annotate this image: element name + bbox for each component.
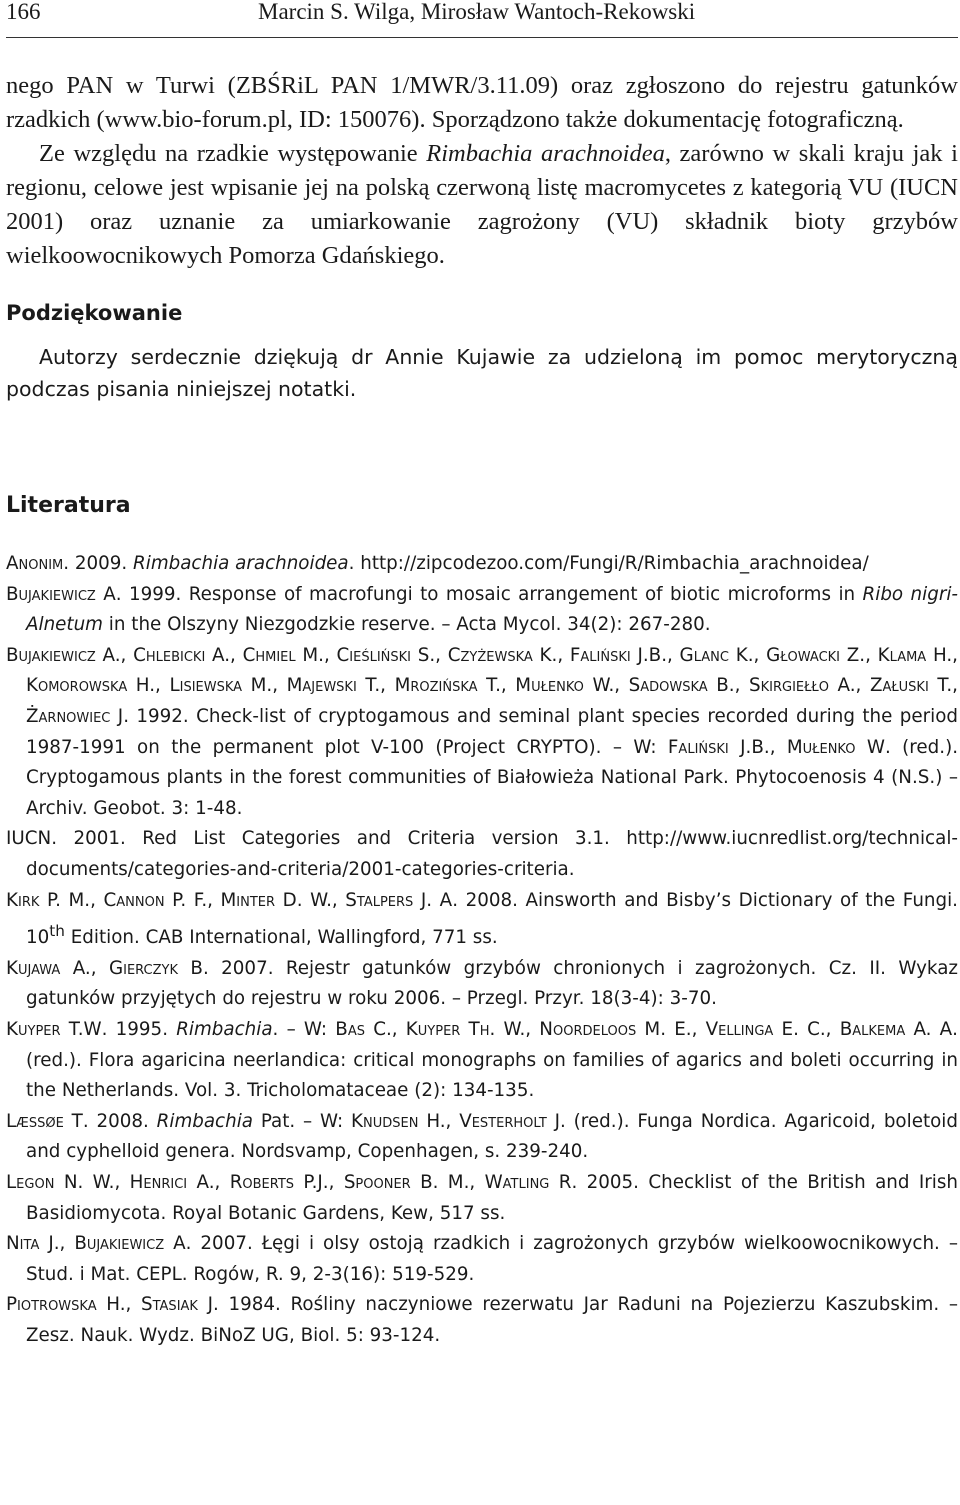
ref-text: . (red.). Flora agaricina neerlandica: critical monographs on families of agarics and boleti occurring in the Netherlands. Vol. 3. Tricholomataceae (2): 134-135. xyxy=(26,1019,958,1102)
ref-text: . – W: xyxy=(272,1019,336,1040)
ref-text: . (red.). Funga Nordica. Agaricoid, boletoid and cyphelloid genera. Nordsvamp, Copenhagen, s. 239-240. xyxy=(26,1110,958,1163)
text-run: , zarówno w skali kraju jak i regionu, celowe jest wpisanie jej na polską czerwoną listę macromycetes z kategorią VU (IUCN 2001) oraz uznanie za umiarkowanie zagrożony (VU) składnik bioty grzybów wielkoowocnikowych Pomorza Gdańskiego. xyxy=(6,140,958,269)
ref-text: . 2005. Checklist of the British and Irish Basidiomycota. Royal Botanic Gardens, Kew, 517 ss. xyxy=(26,1171,958,1224)
reference-item xyxy=(6,1290,958,1351)
ref-authors: Kujawa A., Gierczyk B xyxy=(6,957,203,979)
reference-item xyxy=(6,1168,958,1229)
ref-text: . 1999. Response of macrofungi to mosaic arrangement of biotic microforms in xyxy=(115,583,863,605)
reference-item xyxy=(6,641,958,825)
ref-authors: Bujakiewicz A xyxy=(6,583,116,605)
ref-text: . 1992. Check-list of cryptogamous and seminal plant species recorded during the period 1987-1991 on the permanent plot V-100 (Project CRYPTO). – W: xyxy=(26,705,958,758)
ref-italic: Ribo nigri-Alnetum xyxy=(26,583,959,636)
ref-text: . 2008. Ainsworth and Bisby’s Dictionary of the Fungi. 10 xyxy=(26,889,958,949)
literature-heading: Literatura xyxy=(6,493,131,518)
ref-text: . (red.). Cryptogamous plants in the forest communities of Białowieża National Park. Phytocoenosis 4 (N.S.) – Archiv. Geobot. 3: 1-48. xyxy=(26,736,959,819)
page-number: 166 xyxy=(6,0,41,24)
ref-text: in the Olszyny Niezgodzkie reserve. – Acta Mycol. 34(2): 267-280. xyxy=(102,614,711,636)
ref-authors: IUCN xyxy=(6,828,52,850)
ref-authors: Bujakiewicz A., Chlebicki A., Chmiel M., Cieśliński S., Czyżewska K., Faliński J.B., Glanc K., Głowacki Z., Klama H., Komorowska H., Lisiewska M., Majewski T., Mrozińska T., Mułenko W., Sadowska B., Skirgiełło A., Załuski T., Żarnowiec J xyxy=(6,644,958,727)
paragraph-conservation xyxy=(6,137,958,273)
ref-superscript: th xyxy=(49,922,65,941)
reference-list xyxy=(6,549,958,1352)
ref-authors: Kuyper T.W xyxy=(6,1019,102,1040)
ref-authors: Anonim xyxy=(6,553,64,574)
paragraph-continued: nego PAN w Turwi (ZBŚRiL PAN 1/MWR/3.11.09) oraz zgłoszono do rejestru gatunków rzadkich (www.bio-forum.pl, ID: 150076). Sporządzono także dokumentację fotograficzną. xyxy=(6,72,958,133)
ref-text: . 2001. Red List Categories and Criteria version 3.1. http://www.iucnredlist.org/technical-documents/categories-and-criteria/2001-categories-criteria. xyxy=(26,828,958,880)
ref-text: Pat. – W: xyxy=(252,1110,352,1132)
ref-italic: Rimbachia xyxy=(176,1019,273,1040)
reference-item xyxy=(6,824,958,885)
acknowledgement-text: Autorzy serdecznie dziękują dr Annie Kujawie za udzieloną im pomoc merytoryczną podczas pisania niniejszej notatki. xyxy=(6,345,958,401)
text-run: Ze względu na rzadkie występowanie xyxy=(39,140,427,167)
ref-text: . 1984. Rośliny naczyniowe rezerwatu Jar Raduni na Pojezierzu Kaszubskim. – Zesz. Nauk. Wydz. BiNoZ UG, Biol. 5: 93-124. xyxy=(26,1294,958,1346)
ref-editors: Knudsen H., Vesterholt J xyxy=(351,1110,561,1132)
reference-item xyxy=(6,1229,958,1290)
running-header xyxy=(6,0,958,40)
ref-text: . 1995. xyxy=(101,1019,177,1040)
ref-authors: Piotrowska H., Stasiak J xyxy=(6,1294,214,1316)
ref-text: . 2007. Łęgi i olsy ostoją rzadkich i zagrożonych grzybów wielkoowocnikowych. – Stud. i Mat. CEPL. Rogów, R. 9, 2-3(16): 519-529. xyxy=(26,1233,958,1285)
ref-authors: Legon N. W., Henrici A., Roberts P.J., Spooner B. M., Watling R xyxy=(6,1171,572,1193)
reference-item xyxy=(6,954,958,1015)
species-name: Rimbachia arachnoidea xyxy=(426,140,665,167)
ref-text: . 2007. Rejestr gatunków grzybów chronionych i zagrożonych. Cz. II. Wykaz gatunków przyjętych do rejestru w roku 2006. – Przegl. Przyr. 18(3-4): 3-70. xyxy=(26,957,958,1010)
ref-text: . 2009. xyxy=(63,553,134,574)
ref-italic: Rimbachia arachnoidea xyxy=(133,553,349,574)
ref-authors: Læssøe T xyxy=(6,1110,83,1132)
reference-item xyxy=(6,549,958,580)
ref-authors: Nita J., Bujakiewicz A xyxy=(6,1233,186,1255)
ref-text: . http://zipcodezoo.com/Fungi/R/Rimbachia_arachnoidea/ xyxy=(348,553,869,574)
ref-authors: Kirk P. M., Cannon P. F., Minter D. W., Stalpers J. A xyxy=(6,889,453,911)
reference-item xyxy=(6,886,958,954)
reference-item xyxy=(6,1107,958,1168)
reference-item xyxy=(6,580,958,641)
ref-editors: Faliński J.B., Mułenko W xyxy=(667,736,885,758)
ref-text: . 2008. xyxy=(82,1110,157,1132)
reference-item xyxy=(6,1015,958,1107)
running-authors: Marcin S. Wilga, Mirosław Wantoch-Rekowski xyxy=(258,0,696,24)
header-rule xyxy=(6,37,958,38)
ref-text: Edition. CAB International, Wallingford, 771 ss. xyxy=(64,927,498,949)
body-text xyxy=(6,69,958,273)
page xyxy=(6,0,958,1352)
ref-italic: Rimbachia xyxy=(156,1110,253,1132)
acknowledgement-heading: Podziękowanie xyxy=(6,301,183,325)
ref-editors: Bas C., Kuyper Th. W., Noordeloos M. E., Vellinga E. C., Balkema A. A xyxy=(335,1019,953,1040)
